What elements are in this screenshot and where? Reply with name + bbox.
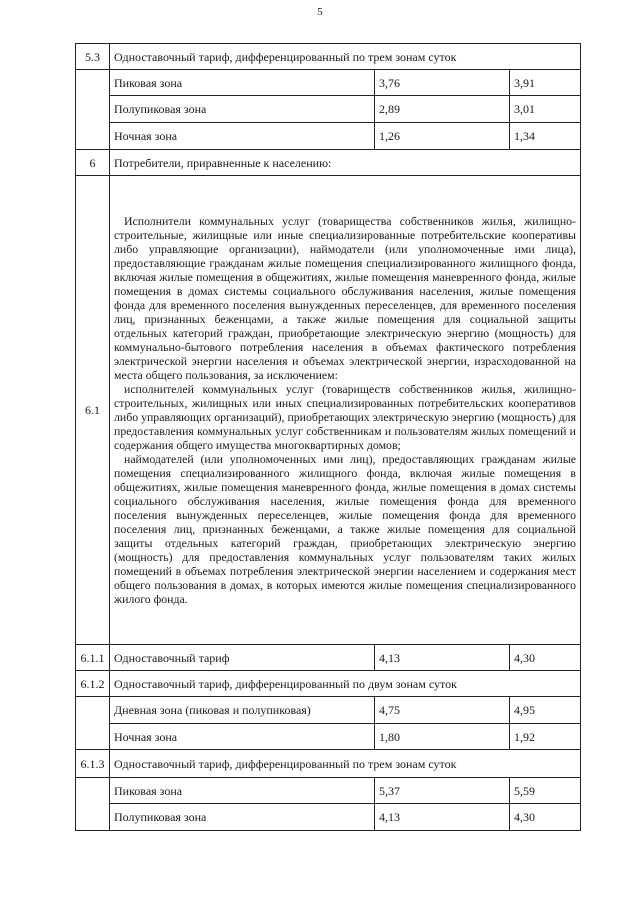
tariff-value-2: 1,92: [510, 724, 581, 750]
tariff-value-2: 3,91: [510, 70, 581, 96]
zone-row: [76, 697, 581, 724]
section-row-6: [76, 150, 581, 176]
row-number: 6.1.1: [76, 645, 110, 671]
empty-number-cell: [76, 778, 110, 831]
page-number: 5: [317, 6, 323, 18]
tariff-value-1: 3,76: [375, 70, 510, 96]
section-title: Одноставочный тариф, дифференцированный по трем зонам суток: [110, 44, 581, 70]
tariff-value-2: 4,95: [510, 697, 581, 724]
section-title: Потребители, приравненные к населению:: [110, 150, 581, 176]
tariff-value-1: 5,37: [375, 778, 510, 804]
section-title: Одноставочный тариф, дифференцированный по двум зонам суток: [110, 671, 581, 697]
tariff-value-2: 4,30: [510, 645, 581, 671]
tariff-value-2: 1,34: [510, 123, 581, 150]
section-title: Одноставочный тариф: [110, 645, 375, 671]
row-number: 5.3: [76, 44, 110, 70]
zone-name: Пиковая зона: [110, 778, 375, 804]
zone-name: Ночная зона: [110, 724, 375, 750]
tariff-value-2: 4,30: [510, 804, 581, 831]
tariff-value-2: 5,59: [510, 778, 581, 804]
row-number: 6.1: [76, 176, 110, 645]
empty-number-cell: [76, 697, 110, 750]
zone-name: Пиковая зона: [110, 70, 375, 96]
zone-name: Дневная зона (пиковая и полупиковая): [110, 697, 375, 724]
section-title: Одноставочный тариф, дифференцированный по трем зонам суток: [110, 750, 581, 778]
zone-row: [76, 70, 581, 96]
row-number: 6.1.2: [76, 671, 110, 697]
tariff-value-1: 4,13: [375, 804, 510, 831]
section-row-6-1-3: [76, 750, 581, 778]
empty-number-cell: [76, 70, 110, 150]
tariff-value-1: 4,13: [375, 645, 510, 671]
tariff-value-1: 4,75: [375, 697, 510, 724]
zone-row: [76, 123, 581, 150]
zone-name: Полупиковая зона: [110, 96, 375, 123]
tariff-value-1: 2,89: [375, 96, 510, 123]
paragraph: исполнителей коммунальных услуг (товариществ собственников жилья, жилищно-строительных, жилищных или иных специализированных потребительских кооперативов либо управляющих организаций), приобретающих электрическую энергию (мощность) для предоставления коммунальных услуг собственникам и пользователям жилых помещений и содержания общего имущества многоквартирных домов;: [114, 382, 576, 452]
zone-row: [76, 778, 581, 804]
paragraph: наймодателей (или уполномоченных ими лиц), предоставляющих гражданам жилые помещения специализированного жилищного фонда, включая жилые помещения в общежитиях, жилые помещения маневренного фонда, жилые помещения в домах системы социального обслуживания населения, жилые помещения фонда для временного поселения вынужденных переселенцев, жилые помещения фонда для временного поселения лиц, признанных беженцами, а также жилые помещения для социальной защиты отдельных категорий граждан, приобретающих электрическую энергию (мощность) для предоставления коммунальных услуг пользователям таких жилых помещений в объемах потребления электрической энергии населением и содержания мест общего пользования в домах, в которых имеются жилые помещения специализированного жилого фонда.: [114, 452, 576, 606]
zone-row: [76, 724, 581, 750]
tariff-value-2: 3,01: [510, 96, 581, 123]
zone-name: Полупиковая зона: [110, 804, 375, 831]
section-description: [110, 176, 581, 645]
section-row-5-3: [76, 44, 581, 70]
zone-row: [76, 804, 581, 831]
tariff-table: [75, 43, 581, 831]
row-number: 6.1.3: [76, 750, 110, 778]
paragraph: Исполнители коммунальных услуг (товарищества собственников жилья, жилищно-строительные, жилищные или иные специализированные потребительские кооперативы либо управляющие организации), наймодатели (или уполномоченные ими лица), предоставляющие гражданам жилые помещения специализированного жилищного фонда, включая жилые помещения в общежитиях, жилые помещения маневренного фонда, жилые помещения в домах системы социального обслуживания населения, жилые помещения фонда для временного поселения вынужденных переселенцев, для временного поселения лиц, признанных беженцами, а также жилые помещения для социальной защиты отдельных категорий граждан, приобретающие электрическую энергию (мощность) для коммунально-бытового потребления населения в объемах фактического потребления электрической энергии населения и объемах электрической энергии, израсходованной на места общего пользования, за исключением:: [114, 214, 576, 382]
zone-name: Ночная зона: [110, 123, 375, 150]
tariff-value-1: 1,80: [375, 724, 510, 750]
row-number: 6: [76, 150, 110, 176]
section-row-6-1-1: [76, 645, 581, 671]
section-row-6-1-2: [76, 671, 581, 697]
tariff-value-1: 1,26: [375, 123, 510, 150]
section-row-6-1: [76, 176, 581, 645]
zone-row: [76, 96, 581, 123]
